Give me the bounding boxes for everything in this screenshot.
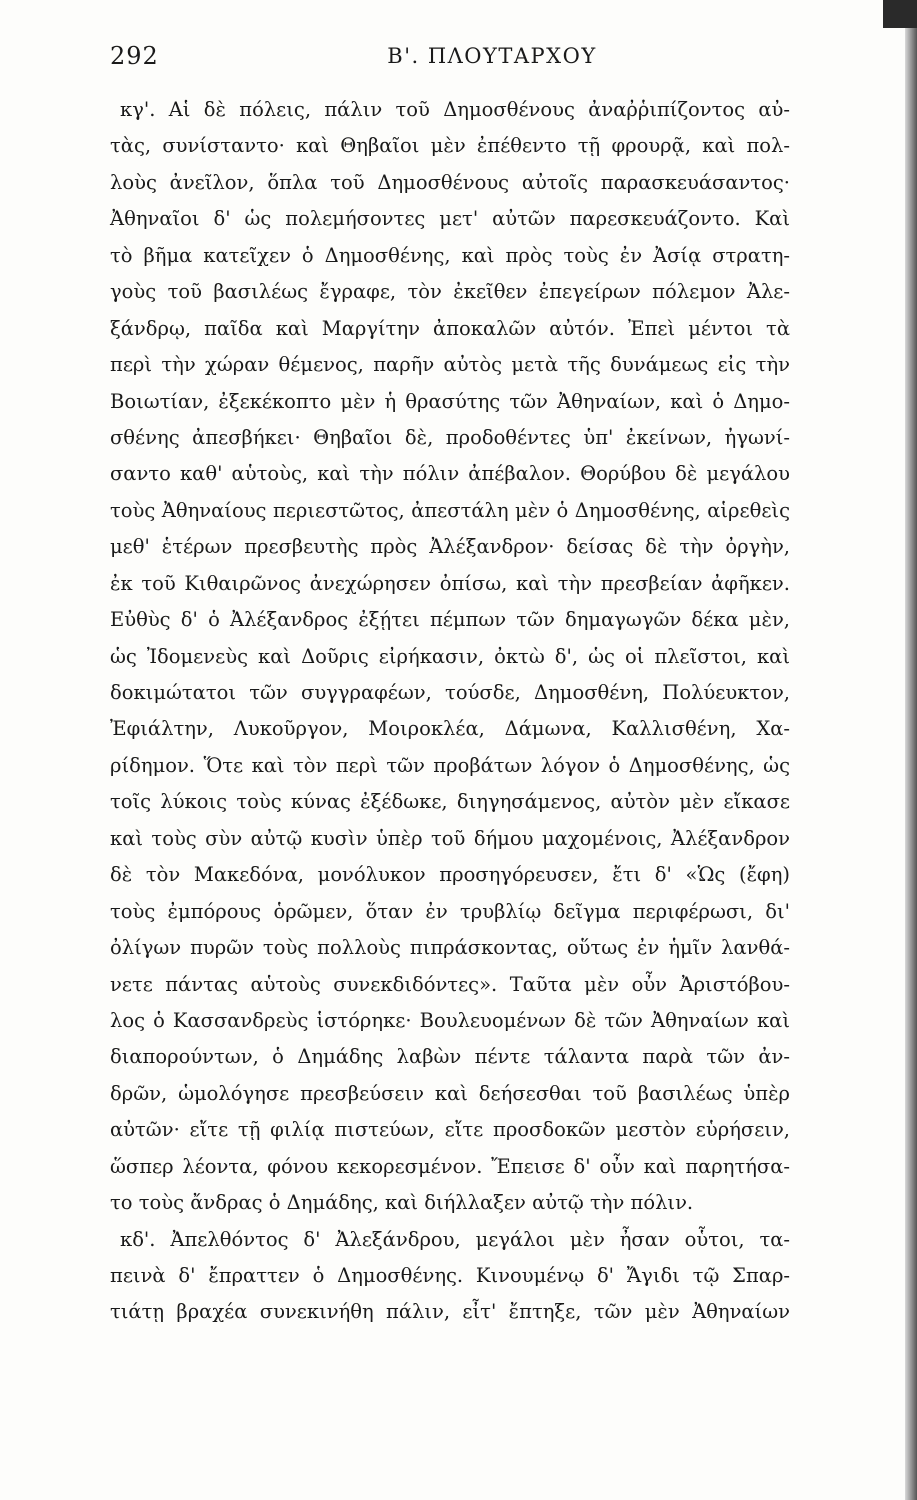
- running-title: Β'. ΠΛΟΥΤΑΡΧΟΥ: [387, 44, 597, 68]
- text-line: διαπορούντων, ὁ Δημάδης λαβὼν πέντε τάλαντα παρὰ τῶν ἀν-: [110, 1045, 790, 1069]
- text-line: Εὐθὺς δ' ὁ Ἀλέξανδρος ἐξῄτει πέμπων τῶν δημαγωγῶν δέκα μὲν,: [110, 608, 790, 632]
- text-line: κγ'. Αἱ δὲ πόλεις, πάλιν τοῦ Δημοσθένους ἀναῤῥιπίζοντος αὐ-: [120, 98, 790, 121]
- text-line: σαντο καθ' αὑτοὺς, καὶ τὴν πόλιν ἀπέβαλον. Θορύβου δὲ μεγάλου: [110, 462, 790, 486]
- text-line: Βοιωτίαν, ἐξεκέκοπτο μὲν ἡ θρασύτης τῶν Ἀθηναίων, καὶ ὁ Δημο-: [110, 389, 790, 413]
- text-line: αὐτῶν· εἴτε τῇ φιλίᾳ πιστεύων, εἴτε προσδοκῶν μεστὸν εὑρήσειν,: [110, 1118, 790, 1142]
- text-line: τοὺς ἐμπόρους ὁρῶμεν, ὅταν ἐν τρυβλίῳ δεῖγμα περιφέρωσι, δι': [110, 899, 790, 923]
- text-line: ὥσπερ λέοντα, φόνου κεκορεσμένον. Ἔπεισε δ' οὖν καὶ παρητήσα-: [110, 1154, 790, 1178]
- body-text: [110, 92, 790, 1331]
- text-line: δὲ τὸν Μακεδόνα, μονόλυκον προσηγόρευσεν, ἔτι δ' «Ὡς (ἔφη): [110, 863, 790, 887]
- text-line: κδ'. Ἀπελθόντος δ' Ἀλεξάνδρου, μεγάλοι μὲν ἦσαν οὗτοι, τα-: [120, 1227, 790, 1251]
- text-line: τοῖς λύκοις τοὺς κύνας ἐξέδωκε, διηγησάμενος, αὐτὸν μὲν εἴκασε: [110, 790, 790, 814]
- text-line: δρῶν, ὡμολόγησε πρεσβεύσειν καὶ δεήσεσθαι τοῦ βασιλέως ὑπὲρ: [110, 1081, 790, 1105]
- text-line: ξάνδρῳ, παῖδα καὶ Μαργίτην ἀποκαλῶν αὐτόν. Ἐπεὶ μέντοι τὰ: [110, 316, 790, 340]
- text-line: Ἐφιάλτην, Λυκοῦργον, Μοιροκλέα, Δάμωνα, Καλλισθένη, Χα-: [110, 717, 790, 741]
- text-line: τιάτῃ βραχέα συνεκινήθη πάλιν, εἶτ' ἔπτηξε, τῶν μὲν Ἀθηναίων: [110, 1300, 790, 1324]
- page-number: 292: [110, 42, 159, 70]
- text-line: ὡς Ἰδομενεὺς καὶ Δοῦρις εἰρήκασιν, ὀκτὼ δ', ὡς οἱ πλεῖστοι, καὶ: [110, 644, 790, 668]
- text-line: Ἀθηναῖοι δ' ὡς πολεμήσοντες μετ' αὐτῶν παρεσκευάζοντο. Καὶ: [110, 207, 790, 231]
- text-line: πεινὰ δ' ἔπραττεν ὁ Δημοσθένης. Κινουμένῳ δ' Ἄγιδι τῷ Σπαρ-: [110, 1264, 790, 1287]
- text-line: μεθ' ἑτέρων πρεσβευτὴς πρὸς Ἀλέξανδρον· δείσας δὲ τὴν ὀργὴν,: [110, 535, 790, 559]
- text-line: τὰς, συνίσταντο· καὶ Θηβαῖοι μὲν ἐπέθεντο τῇ φρουρᾷ, καὶ πολ-: [110, 134, 790, 158]
- scan-edge-corner: [883, 0, 917, 28]
- text-line: τοὺς Ἀθηναίους περιεστῶτος, ἀπεστάλη μὲν ὁ Δημοσθένης, αἱρεθεὶς: [110, 498, 790, 522]
- text-line: τὸ βῆμα κατεῖχεν ὁ Δημοσθένης, καὶ πρὸς τοὺς ἐν Ἀσίᾳ στρατη-: [110, 243, 790, 267]
- scan-edge-shadow: [905, 0, 917, 1500]
- text-line: ἐκ τοῦ Κιθαιρῶνος ἀνεχώρησεν ὀπίσω, καὶ τὴν πρεσβείαν ἀφῆκεν.: [110, 571, 790, 595]
- text-line: λος ὁ Κασσανδρεὺς ἱστόρηκε· Βουλευομένων δὲ τῶν Ἀθηναίων καὶ: [110, 1008, 790, 1032]
- text-line: δοκιμώτατοι τῶν συγγραφέων, τούσδε, Δημοσθένη, Πολύευκτον,: [110, 681, 790, 704]
- text-line: σθένης ἀπεσβήκει· Θηβαῖοι δὲ, προδοθέντες ὑπ' ἐκείνων, ἠγωνί-: [110, 425, 790, 449]
- text-line: καὶ τοὺς σὺν αὐτῷ κυσὶν ὑπὲρ τοῦ δήμου μαχομένοις, Ἀλέξανδρον: [110, 826, 790, 850]
- text-line: ρίδημον. Ὅτε καὶ τὸν περὶ τῶν προβάτων λόγον ὁ Δημοσθένης, ὡς: [110, 753, 790, 777]
- text-line: λοὺς ἀνεῖλον, ὅπλα τοῦ Δημοσθένους αὐτοῖς παρασκευάσαντος·: [110, 170, 790, 194]
- text-line: το τοὺς ἄνδρας ὁ Δημάδης, καὶ διήλλαξεν αὐτῷ τὴν πόλιν.: [110, 1191, 694, 1215]
- page-header: [110, 42, 810, 78]
- text-line: περὶ τὴν χώραν θέμενος, παρῆν αὐτὸς μετὰ τῆς δυνάμεως εἰς τὴν: [110, 353, 790, 377]
- text-line: γοὺς τοῦ βασιλέως ἔγραφε, τὸν ἐκεῖθεν ἐπεγείρων πόλεμον Ἀλε-: [110, 280, 790, 304]
- text-line: νετε πάντας αὑτοὺς συνεκδιδόντες». Ταῦτα μὲν οὖν Ἀριστόβου-: [110, 972, 790, 996]
- text-line: ὀλίγων πυρῶν τοὺς πολλοὺς πιπράσκοντας, οὕτως ἐν ἡμῖν λανθά-: [110, 936, 790, 960]
